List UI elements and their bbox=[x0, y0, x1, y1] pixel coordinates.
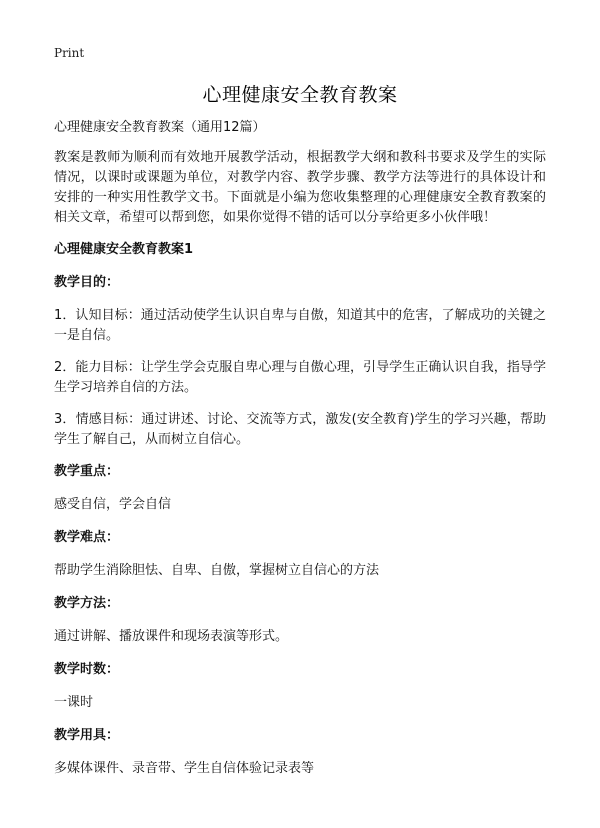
difficulties-text: 帮助学生消除胆怯、自卑、自傲，掌握树立自信心的方法 bbox=[54, 563, 380, 578]
key-points-text: 感受自信，学会自信 bbox=[54, 497, 172, 512]
document-subtitle: 心理健康安全教育教案（通用12篇） bbox=[54, 120, 266, 135]
tools-text: 多媒体课件、录音带、学生自信体验记录表等 bbox=[54, 761, 315, 776]
methods-text: 通过讲解、播放课件和现场表演等形式。 bbox=[54, 629, 289, 644]
lesson-title: 心理健康安全教育教案1 bbox=[54, 242, 194, 257]
objective-item-3: 3．情感目标：通过讲述、讨论、交流等方式，激发(安全教育)学生的学习兴趣，帮助学生了解自己，从而树立自信心。 bbox=[54, 412, 546, 447]
methods-heading: 教学方法： bbox=[54, 596, 120, 611]
page-title: 心理健康安全教育教案 bbox=[202, 84, 398, 106]
difficulties-heading: 教学难点： bbox=[54, 530, 120, 545]
duration-heading: 教学时数： bbox=[54, 662, 120, 677]
tools-heading: 教学用具： bbox=[54, 728, 120, 743]
objectives-heading: 教学目的： bbox=[54, 275, 120, 290]
intro-paragraph: 教案是教师为顺利而有效地开展教学活动，根据教学大纲和教科书要求及学生的实际情况，以课时或课题为单位，对教学内容、教学步骤、教学方法等进行的具体设计和安排的一种实用性教学文书。下面就是小编为您收集整理的心理健康安全教育教案的相关文章，希望可以帮到您，如果你觉得不错的话可以分享给更多小伙伴哦！ bbox=[54, 150, 546, 225]
document-body bbox=[54, 118, 546, 792]
key-points-heading: 教学重点： bbox=[54, 464, 120, 479]
objective-item-1: 1．认知目标：通过活动使学生认识自卑与自傲，知道其中的危害，了解成功的关键之一是自信。 bbox=[54, 308, 546, 343]
duration-text: 一课时 bbox=[54, 695, 94, 710]
print-label: Print bbox=[54, 46, 85, 60]
objective-item-2: 2．能力目标：让学生学会克服自卑心理与自傲心理，引导学生正确认识自我，指导学生学习培养自信的方法。 bbox=[54, 360, 546, 395]
